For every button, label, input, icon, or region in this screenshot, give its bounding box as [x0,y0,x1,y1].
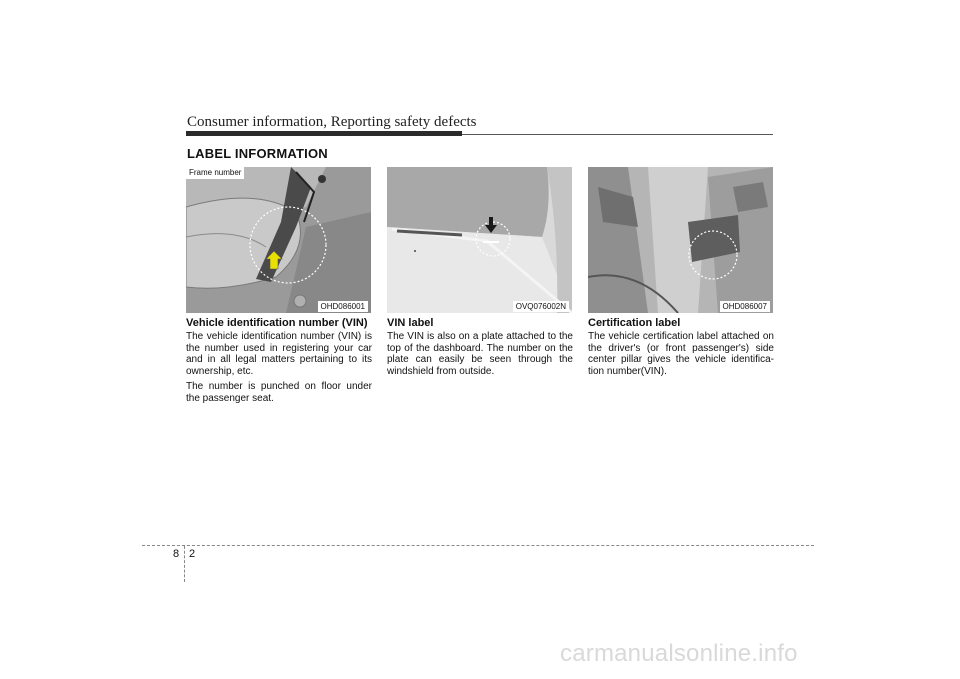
door-pillar-illustration [588,167,773,313]
figure-code: OVQ076002N [513,301,569,312]
certification-column [588,317,774,381]
vin-paragraph: The number is punched on floor under the passenger seat. [186,381,372,404]
vin-column [186,317,372,408]
vin-heading: Vehicle identification number (VIN) [186,317,368,329]
section-number: 8 [173,548,180,560]
frame-number-label: Frame number [186,167,244,179]
vin-label-heading: VIN label [387,317,434,329]
figure-frame-number [186,167,371,313]
figure-certification-label [588,167,773,313]
page-number: 2 [189,548,196,560]
footer-rule [142,545,814,546]
certification-paragraph: The vehicle certification label attached on the driver's (or front passenger's) side center pillar gives the vehicle identifica-tion number(VIN). [588,331,774,377]
vin-label-column [387,317,573,381]
watermark: carmanualsonline.info [560,640,798,667]
header-rule [186,131,462,136]
vin-paragraph: The vehicle identification number (VIN) is the number used in registering your car and in all legal matters pertaining to its ownership, etc. [186,331,372,377]
certification-heading: Certification label [588,317,681,329]
figure-code: OHD086007 [720,301,770,312]
section-title: LABEL INFORMATION [187,146,328,161]
header-rule-thin [462,134,773,135]
seat-illustration [186,167,371,313]
figure-vin-label [387,167,572,313]
figure-code: OHD086001 [318,301,368,312]
footer-divider [184,546,185,582]
windshield-illustration [387,167,572,313]
vin-label-paragraph: The VIN is also on a plate attached to the top of the dashboard. The number on the plate can easily be seen through the windshield from outside. [387,331,573,377]
page-header-title: Consumer information, Reporting safety defects [187,114,477,130]
